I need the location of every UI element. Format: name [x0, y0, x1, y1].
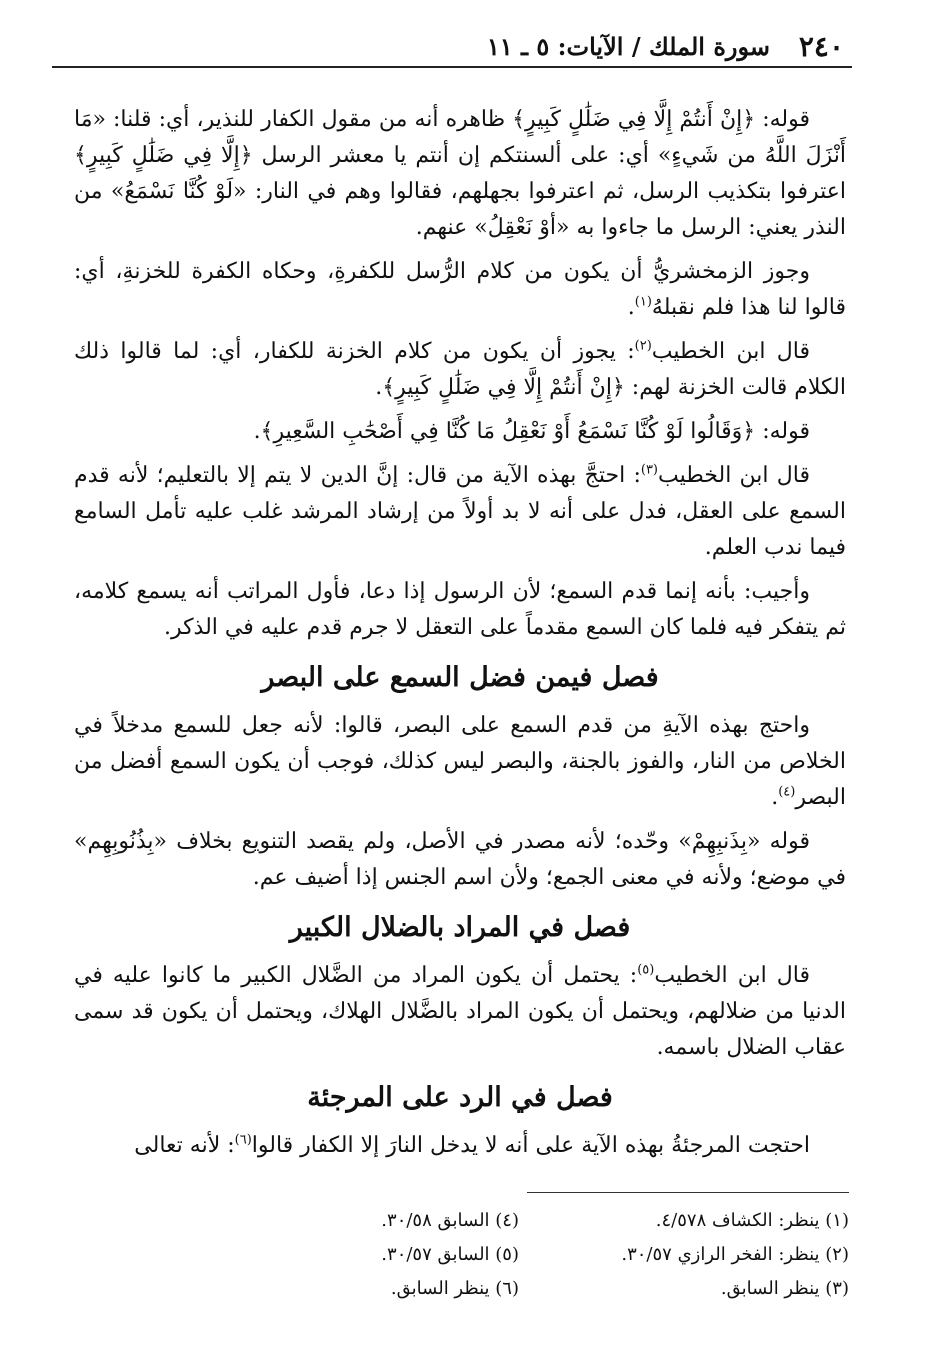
section-2-paragraph-1 [74, 958, 846, 1066]
footnote-3: (٣) ينظر السابق. [720, 1278, 849, 1299]
paragraph-3-rest: : يجوز أن يكون من كلام الخزنة للكفار، أي: لما قالوا ذلك الكلام قالت الخزنة لهم: ﴿إِنْ أَنتُمْ إِلَّا فِي ضَلَٰلٍ كَبِيرٍ﴾. [74, 339, 846, 400]
section-heading-1: فصل فيمن فضل السمع على البصر [261, 662, 659, 693]
page-number: ٢٤٠ [798, 30, 844, 63]
footnote-ref-4: (٤) [778, 784, 796, 800]
paragraph-5-rest: : احتجَّ بهذه الآية من قال: إنَّ الدين لا يتم إلا بالتعليم؛ لأنه قدم السمع على العقل، فدل على أنه لا بد أولاً من إرشاد المرشد غلب عليه تأمل السامع فيما ندب العلم. [74, 463, 846, 560]
paragraph-4: قوله: ﴿وَقَالُوا لَوْ كُنَّا نَسْمَعُ أَوْ نَعْقِلُ مَا كُنَّا فِي أَصْحَٰبِ السَّعِيرِ﴾. [253, 419, 810, 444]
footnote-ref-1: (١) [634, 294, 652, 310]
running-header [52, 28, 852, 68]
paragraph-6: وأجيب: بأنه إنما قدم السمع؛ لأن الرسول إذا دعا، فأول المراتب أنه يسمع كلامه، ثم يتفكر فيه فلما كان السمع مقدماً على التعقل لا جرم قدم عليه في الذكر. [74, 579, 846, 640]
paragraph-5 [74, 458, 846, 566]
section-3-paragraph-1-rest: : لأنه تعالى [134, 1133, 235, 1158]
footnote-ref-2: (٢) [634, 338, 652, 354]
footnotes-column-right [549, 1204, 849, 1306]
paragraph-3 [74, 334, 846, 406]
footnote-6: (٦) ينظر السابق. [390, 1278, 519, 1299]
section-1-paragraph-1-text: واحتج بهذه الآيةِ من قدم السمع على البصر، قالوا: لأنه جعل للسمع مدخلاً في الخلاص من النار، والفوز بالجنة، والبصر ليس كذلك، فوجب أن يكون السمع أفضل من البصر [74, 713, 846, 810]
footnote-separator [527, 1192, 849, 1193]
section-1-paragraph-2: قوله «بِذَنبِهِمْ» وحّده؛ لأنه مصدر في الأصل، ولم يقصد التنويع بخلاف «بِذُنُوبِهِم» في موضع؛ ولأنه في معنى الجمع؛ ولأن اسم الجنس إذا أضيف عم. [74, 829, 846, 890]
footnote-4: (٤) السابق ٣٠/٥٨. [381, 1210, 519, 1231]
footnote-ref-6: (٦) [234, 1132, 252, 1148]
section-1-paragraph-1: واحتج بهذه الآيةِ من قدم السمع على البصر، قالوا: لأنه جعل للسمع مدخلاً في الخلاص من النار، والفوز بالجنة، والبصر ليس كذلك، فوجب أن يكون السمع أفضل من البصر$^{(٤)}$. [74, 713, 846, 810]
section-3-paragraph-1 [74, 1128, 846, 1164]
main-text [74, 102, 846, 1172]
footnote-2: (٢) ينظر: الفخر الرازي ٣٠/٥٧. [621, 1244, 849, 1265]
footnote-ref-5: (٥) [637, 962, 655, 978]
footnotes-column-left [249, 1204, 519, 1306]
running-title: سورة الملك / الآيات: ٥ ـ ١١ [486, 32, 770, 61]
footnote-ref-3: (٣) [640, 462, 658, 478]
paragraph-2-text: وجوز الزمخشريُّ أن يكون من كلام الرُّسل للكفرةِ، وحكاه الكفرة للخزنةِ، أي: قالوا لنا هذا فلم نقبلهُ [74, 259, 846, 320]
paragraph-3-start: قال ابن الخطيب [651, 339, 811, 364]
footnote-1: (١) ينظر: الكشاف ٤/٥٧٨. [655, 1210, 849, 1231]
section-3-paragraph-1-start: احتجت المرجئةُ بهذه الآية على أنه لا يدخل النارَ إلا الكفار قالوا [251, 1133, 810, 1158]
footnotes [249, 1204, 849, 1312]
paragraph-1: قوله: ﴿إِنْ أَنتُمْ إِلَّا فِي ضَلَٰلٍ كَبِيرٍ﴾ ظاهره أنه من مقول الكفار للنذير، أي: قلنا: «مَا أَنْزَلَ اللَّهُ من شَيءٍ» أي: على ألسنتكم إن أنتم يا معشر الرسل ﴿إِلَّا فِي ضَلَٰلٍ كَبِيرٍ﴾ اعترفوا بتكذيب الرسل، ثم اعترفوا بجهلهم، فقالوا وهم في النار: «لَوْ كُنَّا نَسْمَعُ» من النذر يعني: الرسل ما جاءوا به «أوْ نَعْقِلُ» عنهم. [74, 107, 846, 240]
section-2-paragraph-1-rest: : يحتمل أن يكون المراد من الضَّلال الكبير ما كانوا عليه في الدنيا من ضلالهم، ويحتمل أن يكون المراد بالضَّلال الهلاك، ويحتمل أن يكون قد سمى عقاب الضلال باسمه. [74, 963, 846, 1060]
header-rule [52, 66, 852, 68]
section-heading-3: فصل في الرد على المرجئة [307, 1082, 613, 1113]
section-2-paragraph-1-start: قال ابن الخطيب [654, 963, 811, 988]
paragraph-2: وجوز الزمخشريُّ أن يكون من كلام الرُّسل للكفرةِ، وحكاه الكفرة للخزنةِ، أي: قالوا لنا هذا فلم نقبلهُ$^{(١)}$. [74, 259, 846, 320]
paragraph-5-start: قال ابن الخطيب [658, 463, 810, 488]
section-heading-2: فصل في المراد بالضلال الكبير [289, 912, 631, 943]
footnote-5: (٥) السابق ٣٠/٥٧. [381, 1244, 519, 1265]
